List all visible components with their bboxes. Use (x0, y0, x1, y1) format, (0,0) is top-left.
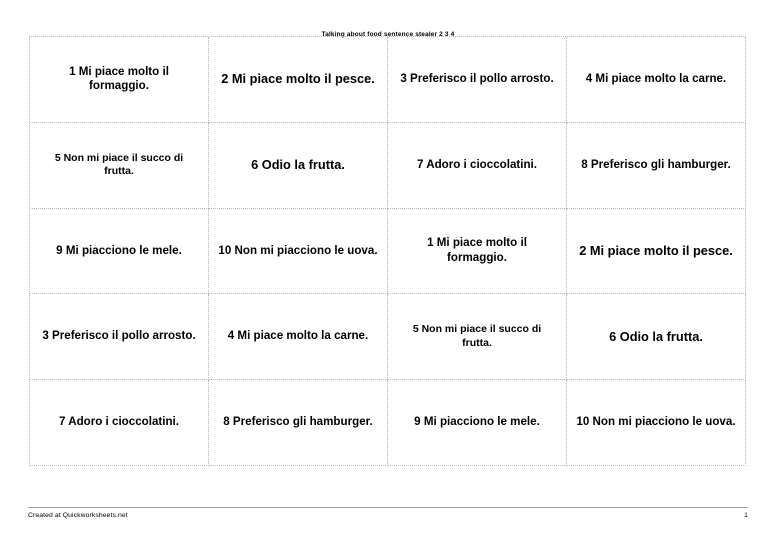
sentence-card-text: 8 Preferisco gli hamburger. (223, 415, 373, 429)
sentence-card-text: 6 Odio la frutta. (609, 328, 703, 344)
sentence-card (567, 123, 746, 209)
sentence-card (30, 209, 209, 295)
sentence-card (30, 294, 209, 380)
sentence-card (567, 294, 746, 380)
sentence-card (30, 37, 209, 123)
sentence-card-grid (29, 36, 746, 466)
page-title: Talking about food sentence stealer 2 3 4 (321, 31, 455, 38)
footer-credit: Created at Quickworksheets.net (28, 512, 128, 519)
sentence-card (567, 380, 746, 466)
sentence-card (388, 294, 567, 380)
sentence-card-text: 2 Mi piace molto il pesce. (221, 71, 375, 87)
sentence-card-text: 6 Odio la frutta. (251, 157, 345, 172)
sentence-card (209, 209, 388, 295)
sentence-card-text: 3 Preferisco il pollo arrosto. (42, 329, 196, 343)
sentence-card (30, 123, 209, 209)
sentence-card (388, 380, 567, 466)
sentence-card (209, 294, 388, 380)
sentence-card-text: 5 Non mi piace il succo di frutta. (54, 151, 184, 178)
sentence-card-text: 10 Non mi piacciono le uova. (576, 415, 736, 429)
sentence-card (209, 380, 388, 466)
page-footer (28, 512, 748, 519)
sentence-card-text: 7 Adoro i cioccolatini. (416, 157, 538, 171)
sentence-card-text: 9 Mi piacciono le mele. (56, 243, 182, 257)
sentence-card-text: 7 Adoro i cioccolatini. (58, 415, 180, 429)
sentence-card (388, 37, 567, 123)
footer-divider (28, 507, 748, 508)
sentence-card (388, 123, 567, 209)
sentence-card (388, 209, 567, 295)
sentence-card-text: 10 Non mi piacciono le uova. (218, 243, 378, 257)
sentence-card-text: 4 Mi piace molto la carne. (585, 71, 727, 85)
sentence-card-text: 1 Mi piace molto il formaggio. (427, 236, 527, 264)
sentence-card (567, 37, 746, 123)
sentence-card-text: 1 Mi piace molto il formaggio. (69, 64, 169, 93)
sentence-card-text: 8 Preferisco gli hamburger. (581, 157, 731, 171)
sentence-card-text: 5 Non mi piace il succo di frutta. (412, 323, 542, 349)
sentence-card-text: 3 Preferisco il pollo arrosto. (400, 71, 554, 85)
sentence-card-text: 4 Mi piace molto la carne. (227, 329, 369, 343)
sentence-card (209, 123, 388, 209)
sentence-card (30, 380, 209, 466)
sentence-card-text: 2 Mi piace molto il pesce. (579, 242, 733, 258)
sentence-card (209, 37, 388, 123)
sentence-card (567, 209, 746, 295)
footer-page-number: 1 (744, 512, 748, 519)
sentence-card-text: 9 Mi piacciono le mele. (414, 415, 540, 429)
